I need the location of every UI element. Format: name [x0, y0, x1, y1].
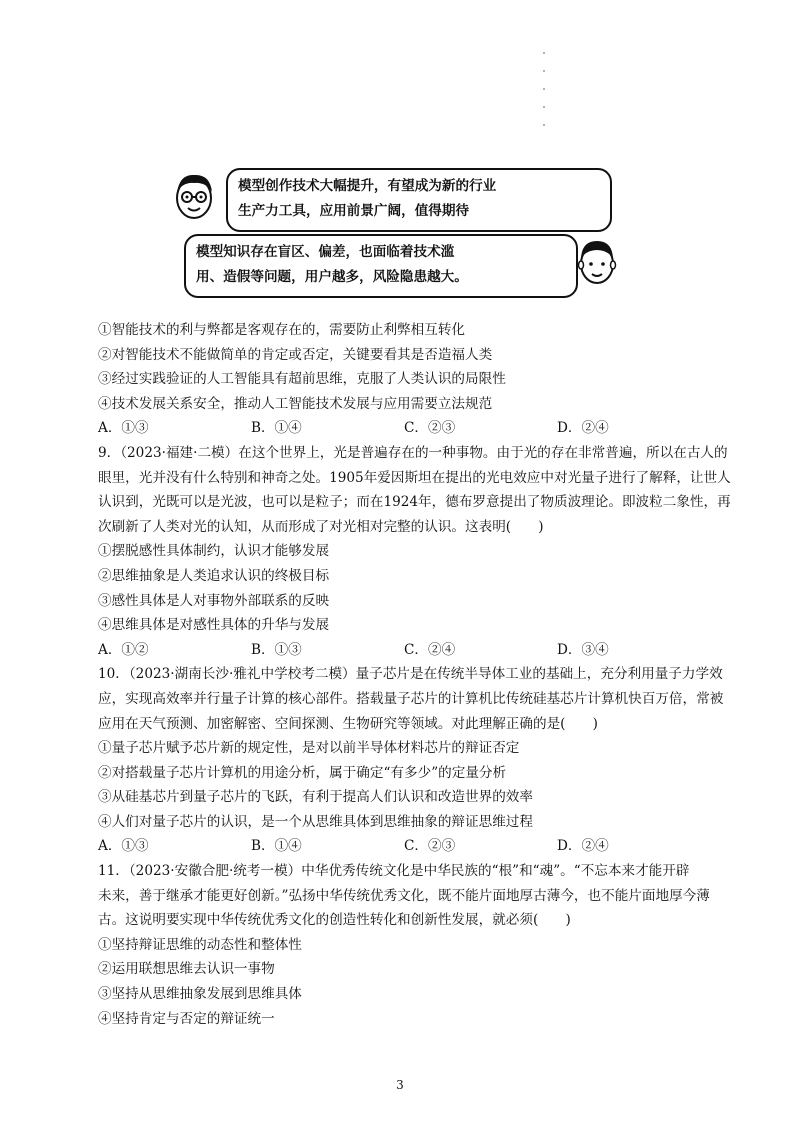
speech-bubble-negative — [184, 234, 578, 298]
q11-stem-line-3: 古。这说明要实现中华传统优秀文化的创造性转化和创新性发展，就必须( ) — [98, 912, 571, 929]
q9-stem-line-4: 次刷新了人类对光的认知，从而形成了对光相对完整的认识。这表明( ) — [98, 518, 544, 535]
q9-statement-3: ③感性具体是人对事物外部联系的反映 — [98, 592, 330, 609]
q9-statement-4: ④思维具体是对感性具体的升华与发展 — [98, 617, 330, 634]
q10-option-b: B．①④ — [251, 838, 302, 855]
q10-stem-line-2: 应，实现高效率并行量子计算的核心部件。搭载量子芯片的计算机比传统硅基芯片计算机快百万倍，常被 — [98, 690, 724, 707]
bubble1-line1: 模型创作技术大幅提升，有望成为新的行业 — [238, 178, 497, 194]
q9-stem-line-2: 眼里，光并没有什么特别和神奇之处。1905年爱因斯坦在提出的光电效应中对光量子进行了解释，让世人 — [98, 469, 731, 486]
q10-statement-3: ③从硅基芯片到量子芯片的飞跃，有利于提高人们认识和改造世界的效率 — [98, 789, 533, 806]
q10-statement-1: ①量子芯片赋予芯片新的规定性，是对以前半导体材料芯片的辩证否定 — [98, 740, 520, 757]
q11-stem-line-1: 11．（2023·安徽合肥·统考一模）中华优秀传统文化是中华民族的“根”和“魂”。“不忘本来才能开辟 — [98, 863, 690, 880]
q10-statement-4: ④人们对量子芯片的认识，是一个从思维具体到思维抽象的辩证思维过程 — [98, 813, 533, 830]
q10-block — [98, 662, 724, 859]
q9-option-c: C．②④ — [404, 641, 456, 658]
q10-statement-2: ②对搭载量子芯片计算机的用途分析，属于确定“有多少”的定量分析 — [98, 764, 507, 781]
q9-statement-2: ②思维抽象是人类追求认识的终极目标 — [98, 567, 330, 584]
q9-option-b: B．①③ — [251, 641, 302, 658]
q11-statement-3: ③坚持从思维抽象发展到思维具体 — [98, 986, 302, 1003]
q11-statement-4: ④坚持肯定与否定的辩证统一 — [98, 1010, 275, 1027]
q8-option-b: B．①④ — [251, 420, 302, 437]
q11-statement-2: ②运用联想思维去认识一事物 — [98, 961, 275, 978]
q10-stem-line-3: 应用在天气预测、加密解密、空间探测、生物研究等领域。对此理解正确的是( ) — [98, 715, 598, 732]
page-number: 3 — [396, 1078, 404, 1092]
q8-block — [98, 318, 710, 441]
q9-stem-line-3: 认识到，光既可以是光波，也可以是粒子；而在1924年，德布罗意提出了物质波理论。即波粒二象性，再 — [98, 494, 731, 511]
q8-statement-3: ③经过实践验证的人工智能具有超前思维，克服了人类认识的局限性 — [98, 371, 506, 388]
q8-statement-2: ②对智能技术不能做简单的肯定或否定，关键要看其是否造福人类 — [98, 346, 493, 363]
q10-options — [98, 834, 710, 859]
q8-options — [98, 416, 710, 441]
bubble1-line2: 生产力工具，应用前景广阔，值得期待 — [238, 202, 470, 219]
q9-option-a: A．①② — [98, 641, 149, 658]
q9-statement-1: ①摆脱感性具体制约，认识才能够发展 — [98, 543, 330, 560]
q9-options — [98, 638, 710, 663]
q8-statement-1: ①智能技术的利与弊都是客观存在的，需要防止利弊相互转化 — [98, 322, 466, 338]
q10-option-c: C．②③ — [404, 838, 456, 855]
q9-stem-line-1: 9．（2023·福建·二模）在这个世界上，光是普遍存在的一种事物。由于光的存在非常普遍，所以在古人的 — [98, 444, 728, 461]
question-content — [98, 318, 731, 1031]
q11-stem-line-2: 未来，善于继承才能更好创新。”弘扬中华传统优秀文化，既不能片面地厚古薄今，也不能片面地厚今薄 — [98, 887, 710, 904]
man-icon — [572, 236, 622, 288]
q11-statement-1: ①坚持辩证思维的动态性和整体性 — [98, 936, 302, 953]
man-with-glasses-icon — [168, 170, 220, 222]
q10-stem-line-1: 10．（2023·湖南长沙·雅礼中学校考二模）量子芯片是在传统半导体工业的基础上，充分利用量子力学效 — [98, 666, 723, 683]
q11-block — [98, 859, 710, 1031]
q9-block — [98, 441, 731, 662]
q8-option-d: D．②④ — [557, 420, 609, 437]
q8-option-c: C．②③ — [404, 420, 456, 437]
q8-statement-4: ④技术发展关系安全，推动人工智能技术发展与应用需要立法规范 — [98, 395, 493, 412]
q10-option-a: A．①③ — [98, 838, 149, 855]
bubble2-line2: 用、造假等问题，用户越多，风险隐患越大。 — [196, 268, 468, 285]
decorative-dots — [543, 52, 547, 142]
speech-bubble-positive — [226, 168, 612, 232]
q9-option-d: D．③④ — [557, 641, 609, 658]
q10-option-d: D．②④ — [557, 838, 609, 855]
q8-option-a: A．①③ — [98, 420, 149, 437]
cartoon-illustration — [168, 160, 628, 300]
bubble2-line1: 模型知识存在盲区、偏差，也面临着技术滥 — [196, 244, 455, 260]
